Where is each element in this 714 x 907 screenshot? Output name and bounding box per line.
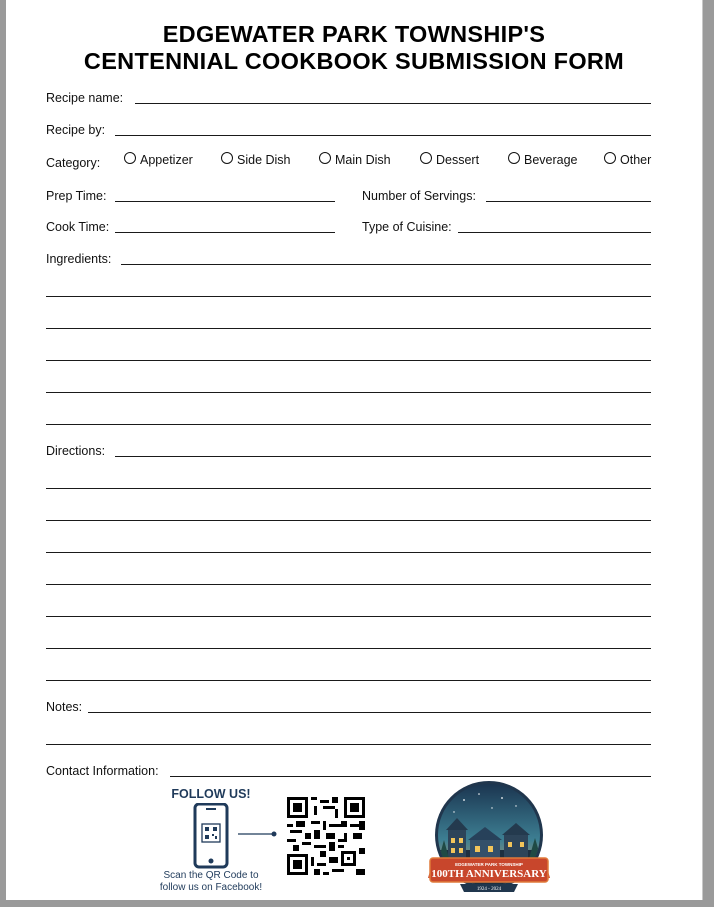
radio-other[interactable] <box>604 152 616 164</box>
category-option-beverage[interactable]: Beverage <box>508 153 578 167</box>
directions-line-3[interactable] <box>46 520 651 521</box>
ingredients-line-1[interactable] <box>121 264 651 265</box>
notes-line-2[interactable] <box>46 744 651 745</box>
title-line-2: CENTENNIAL COOKBOOK SUBMISSION FORM <box>83 48 625 74</box>
prep-time-label: Prep Time: <box>46 189 107 203</box>
directions-line-2[interactable] <box>46 488 651 489</box>
recipe-name-label: Recipe name: <box>46 91 124 105</box>
category-option-side-dish[interactable]: Side Dish <box>221 153 291 167</box>
cook-time-line[interactable] <box>115 232 335 233</box>
recipe-name-line[interactable] <box>135 103 651 104</box>
scan-qr-caption <box>146 870 276 894</box>
recipe-by-label: Recipe by: <box>46 123 106 137</box>
radio-dessert[interactable] <box>420 152 432 164</box>
cuisine-label: Type of Cuisine: <box>362 220 452 234</box>
phone-qr-icon <box>193 803 229 869</box>
form-title <box>6 21 702 75</box>
radio-beverage[interactable] <box>508 152 520 164</box>
recipe-by-line[interactable] <box>115 135 651 136</box>
submission-form-page <box>6 0 703 900</box>
follow-us-heading: FOLLOW US! <box>171 787 251 801</box>
prep-time-line[interactable] <box>115 201 335 202</box>
notes-line-1[interactable] <box>88 712 651 713</box>
ingredients-line-3[interactable] <box>46 328 651 329</box>
category-option-other[interactable]: Other <box>604 153 651 167</box>
directions-line-1[interactable] <box>115 456 651 457</box>
contact-label: Contact Information: <box>46 764 159 778</box>
radio-main-dish[interactable] <box>319 152 331 164</box>
facebook-qr-code[interactable] <box>287 797 365 875</box>
notes-label: Notes: <box>46 700 83 714</box>
connector-line <box>238 830 280 838</box>
badge-top-text: EDGEWATER PARK TOWNSHIP <box>455 862 523 867</box>
directions-line-7[interactable] <box>46 648 651 649</box>
category-option-main-dish[interactable]: Main Dish <box>319 153 391 167</box>
directions-label: Directions: <box>46 444 106 458</box>
cuisine-line[interactable] <box>458 232 651 233</box>
cook-time-label: Cook Time: <box>46 220 110 234</box>
title-line-1: EDGEWATER PARK TOWNSHIP'S <box>162 21 546 47</box>
centennial-anniversary-badge <box>424 780 554 898</box>
directions-line-4[interactable] <box>46 552 651 553</box>
ingredients-label: Ingredients: <box>46 252 112 266</box>
servings-line[interactable] <box>486 201 651 202</box>
scan-caption-line-1: Scan the QR Code to <box>163 870 259 881</box>
directions-line-6[interactable] <box>46 616 651 617</box>
category-label: Category: <box>46 156 101 170</box>
badge-years-text: 1924 - 2024 <box>476 887 502 892</box>
directions-line-5[interactable] <box>46 584 651 585</box>
ingredients-line-4[interactable] <box>46 360 651 361</box>
badge-main-text: 100TH ANNIVERSARY <box>431 868 547 880</box>
ingredients-line-6[interactable] <box>46 424 651 425</box>
scan-caption-line-2: follow us on Facebook! <box>159 882 263 893</box>
servings-label: Number of Servings: <box>362 189 476 203</box>
category-option-appetizer[interactable]: Appetizer <box>124 153 193 167</box>
radio-side-dish[interactable] <box>221 152 233 164</box>
ingredients-line-5[interactable] <box>46 392 651 393</box>
radio-appetizer[interactable] <box>124 152 136 164</box>
category-option-dessert[interactable]: Dessert <box>420 153 479 167</box>
contact-line[interactable] <box>170 776 651 777</box>
directions-line-8[interactable] <box>46 680 651 681</box>
ingredients-line-2[interactable] <box>46 296 651 297</box>
